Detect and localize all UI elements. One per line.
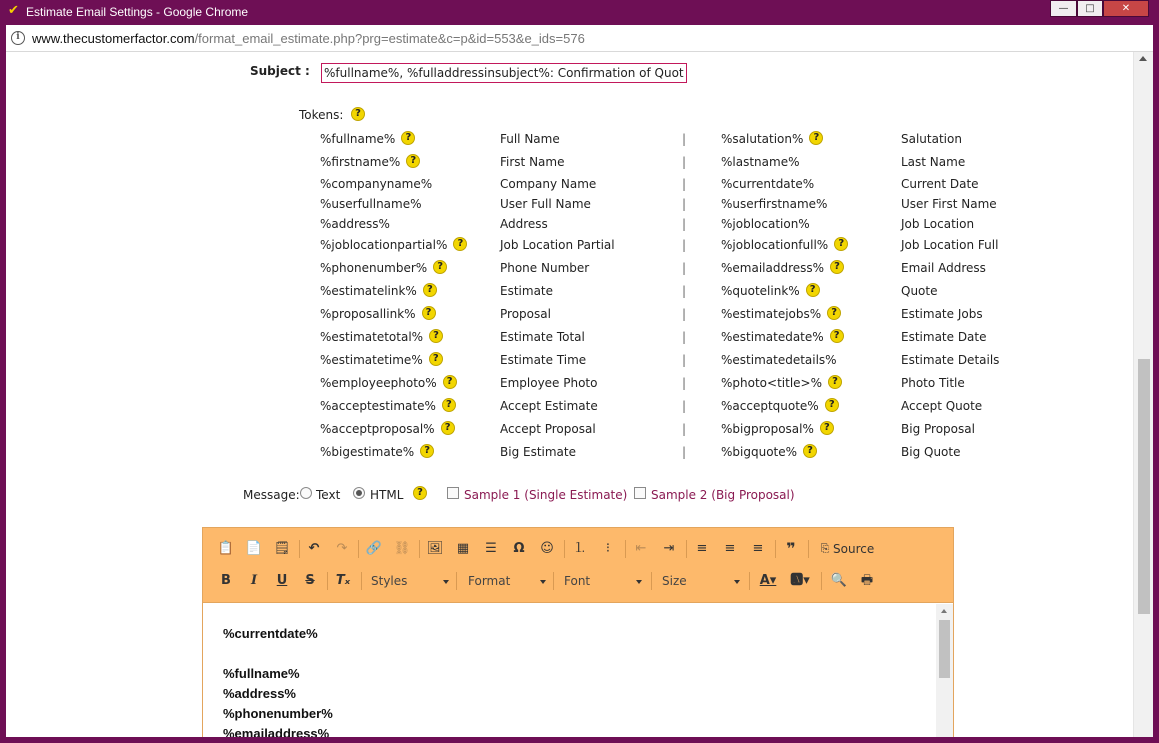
token-code: %bigquote% — [721, 445, 798, 459]
help-icon[interactable]: ? — [429, 352, 443, 366]
token-code-cell — [320, 376, 457, 390]
token-description-cell — [901, 330, 987, 344]
token-code: %fullname% — [320, 132, 396, 146]
editor-content[interactable] — [203, 604, 935, 737]
strikethrough-icon[interactable]: S — [305, 573, 315, 588]
bold-icon[interactable]: B — [221, 573, 231, 588]
token-separator-cell — [682, 445, 686, 459]
token-code-cell — [721, 422, 834, 436]
token-row — [6, 197, 1006, 217]
toolbar-separator — [456, 572, 457, 590]
page-scrollbar[interactable] — [1133, 52, 1153, 737]
token-description: Estimate — [500, 284, 554, 298]
token-separator: | — [682, 177, 687, 191]
token-code-cell — [721, 238, 848, 252]
token-code: %joblocation% — [721, 217, 810, 231]
help-icon[interactable]: ? — [442, 398, 456, 412]
link-icon[interactable]: 🔗 — [365, 541, 383, 556]
undo-icon[interactable]: ↶ — [308, 541, 320, 556]
sample-2-link[interactable]: Sample 2 (Big Proposal) — [651, 488, 795, 502]
source-button[interactable]: Source — [833, 542, 875, 556]
token-separator-cell — [682, 307, 686, 321]
token-description: Accept Quote — [901, 399, 983, 413]
subject-label: Subject : — [250, 64, 310, 78]
token-code-cell — [320, 197, 422, 211]
help-icon[interactable]: ? — [809, 131, 823, 145]
token-separator: | — [682, 376, 687, 390]
font-label: Font — [564, 574, 591, 588]
token-description-cell — [901, 177, 979, 191]
token-separator-cell — [682, 238, 686, 252]
toolbar-separator — [821, 572, 822, 590]
token-description: Estimate Time — [500, 353, 587, 367]
token-row — [6, 284, 1006, 304]
token-row — [6, 422, 1006, 442]
token-separator-cell — [682, 330, 686, 344]
token-description-cell — [901, 197, 997, 211]
subject-input[interactable] — [321, 63, 687, 83]
token-code-cell — [320, 330, 443, 344]
token-code: %lastname% — [721, 155, 800, 169]
size-dropdown[interactable] — [662, 570, 740, 592]
token-separator-cell — [682, 155, 686, 169]
help-icon[interactable]: ? — [443, 375, 457, 389]
token-description-cell — [500, 197, 591, 211]
help-icon[interactable]: ? — [423, 283, 437, 297]
token-row — [6, 399, 1006, 419]
chevron-down-icon — [540, 580, 546, 584]
token-separator: | — [682, 197, 687, 211]
token-description-cell — [901, 132, 962, 146]
token-code-cell — [320, 132, 415, 146]
token-code: %joblocationfull% — [721, 238, 829, 252]
page-content — [6, 52, 1133, 737]
address-bar[interactable] — [6, 25, 1153, 52]
message-text-radio[interactable] — [300, 487, 312, 499]
help-icon[interactable]: ? — [406, 154, 420, 168]
paste-text-icon[interactable]: 📄 — [245, 541, 263, 556]
chevron-down-icon — [636, 580, 642, 584]
token-description-cell — [500, 155, 564, 169]
token-description-cell — [500, 177, 596, 191]
help-icon[interactable]: ? — [453, 237, 467, 251]
token-description-cell — [901, 284, 937, 298]
special-char-icon[interactable]: Ω — [513, 541, 525, 556]
toolbar-separator — [327, 572, 328, 590]
token-separator-cell — [682, 353, 686, 367]
token-code: %estimatedate% — [721, 330, 824, 344]
token-description: Job Location — [901, 217, 975, 231]
toolbar-separator — [808, 540, 809, 558]
styles-label: Styles — [371, 574, 408, 588]
token-description-cell — [901, 261, 986, 275]
help-icon[interactable]: ? — [422, 306, 436, 320]
token-code-cell — [721, 197, 827, 211]
token-description: Job Location Partial — [500, 238, 615, 252]
token-description: Accept Estimate — [500, 399, 598, 413]
token-code-cell — [320, 445, 434, 459]
toolbar-separator — [651, 572, 652, 590]
blockquote-icon[interactable]: ❞ — [786, 539, 796, 558]
token-code-cell — [320, 353, 443, 367]
token-description: Email Address — [901, 261, 986, 275]
token-separator-cell — [682, 197, 686, 211]
url-path: /format_email_estimate.php?prg=estimate&c=p&id=553&e_ids=576 — [194, 31, 585, 46]
token-code-cell — [320, 177, 432, 191]
token-row — [6, 445, 1006, 465]
font-dropdown[interactable] — [564, 570, 642, 592]
token-row — [6, 238, 1006, 258]
token-code-cell — [721, 445, 817, 459]
toolbar-separator — [361, 572, 362, 590]
token-code-cell — [320, 238, 467, 252]
token-code: %emailaddress% — [721, 261, 825, 275]
token-code-cell — [721, 399, 839, 413]
help-icon[interactable]: ? — [429, 329, 443, 343]
token-description-cell — [500, 422, 596, 436]
token-separator: | — [682, 261, 687, 275]
token-description-cell — [500, 307, 551, 321]
token-separator: | — [682, 422, 687, 436]
token-description-cell — [500, 376, 597, 390]
paste-word-icon[interactable]: 🗒 — [273, 541, 291, 556]
token-code-cell — [721, 217, 810, 231]
horizontal-line-icon[interactable]: ☰ — [485, 541, 497, 556]
message-label: Message: — [243, 488, 300, 502]
token-separator-cell — [682, 261, 686, 275]
toolbar-separator — [625, 540, 626, 558]
text-color-icon[interactable]: A▾ — [759, 573, 777, 588]
token-description: Company Name — [500, 177, 597, 191]
token-separator-cell — [682, 376, 686, 390]
align-right-icon[interactable]: ≡ — [752, 541, 764, 556]
token-description: Full Name — [500, 132, 560, 146]
browser-window — [6, 0, 1153, 737]
token-description: Estimate Date — [901, 330, 987, 344]
token-code-cell — [721, 376, 842, 390]
token-row — [6, 217, 1006, 237]
help-icon[interactable]: ? — [803, 444, 817, 458]
token-code: %quotelink% — [721, 284, 800, 298]
token-separator: | — [682, 238, 687, 252]
chevron-down-icon — [443, 580, 449, 584]
chevron-down-icon — [734, 580, 740, 584]
token-description-cell — [901, 217, 974, 231]
help-icon[interactable]: ? — [806, 283, 820, 297]
align-left-icon[interactable]: ≡ — [696, 541, 708, 556]
help-icon[interactable]: ? — [828, 375, 842, 389]
token-description: Photo Title — [901, 376, 965, 390]
token-description-cell — [500, 217, 548, 231]
token-code: %estimatetime% — [320, 353, 423, 367]
editor-line: %currentdate% — [223, 626, 318, 641]
token-code: %estimatedetails% — [721, 353, 837, 367]
token-description-cell — [500, 445, 576, 459]
title-bar — [6, 0, 1153, 25]
token-description-cell — [500, 330, 585, 344]
token-description-cell — [500, 353, 586, 367]
token-code: %estimatetotal% — [320, 330, 424, 344]
format-dropdown[interactable] — [468, 570, 546, 592]
scroll-thumb[interactable] — [939, 620, 950, 678]
token-code: %photo<title>% — [721, 376, 822, 390]
token-code: %estimatelink% — [320, 284, 417, 298]
token-code-cell — [320, 284, 437, 298]
scroll-thumb[interactable] — [1138, 359, 1150, 614]
token-separator: | — [682, 217, 687, 231]
sample-2-checkbox[interactable] — [634, 487, 646, 499]
token-row — [6, 132, 1006, 152]
toolbar-separator — [299, 540, 300, 558]
token-description-cell — [901, 422, 975, 436]
token-description-cell — [901, 353, 999, 367]
help-icon[interactable]: ? — [401, 131, 415, 145]
preview-icon[interactable]: 🔍 — [830, 573, 848, 588]
token-separator: | — [682, 155, 687, 169]
tokens-label: Tokens: — [299, 108, 344, 122]
token-code: %acceptproposal% — [320, 422, 435, 436]
help-icon[interactable]: ? — [820, 421, 834, 435]
token-separator: | — [682, 353, 687, 367]
remove-format-icon[interactable]: Tₓ — [335, 573, 351, 588]
token-code: %bigproposal% — [721, 422, 814, 436]
token-code: %bigestimate% — [320, 445, 415, 459]
token-code: %employeephoto% — [320, 376, 437, 390]
token-separator: | — [682, 284, 687, 298]
url-host: www.thecustomerfactor.com — [32, 31, 195, 46]
token-description: User Full Name — [500, 197, 591, 211]
underline-icon[interactable]: U — [276, 573, 288, 588]
token-code-cell — [320, 422, 455, 436]
unlink-icon[interactable]: ⛓ — [393, 541, 411, 556]
message-text-label: Text — [316, 488, 341, 502]
token-code-cell — [721, 155, 799, 169]
site-info-icon[interactable]: i — [11, 31, 25, 45]
token-code-cell — [721, 177, 814, 191]
help-icon[interactable]: ? — [441, 421, 455, 435]
token-description-cell — [500, 399, 598, 413]
token-separator-cell — [682, 399, 686, 413]
sample-1-checkbox[interactable] — [447, 487, 459, 499]
token-description: User First Name — [901, 197, 997, 211]
paste-icon[interactable]: 📋 — [217, 541, 235, 556]
scroll-up-icon[interactable] — [1139, 56, 1147, 61]
token-description: Big Estimate — [500, 445, 577, 459]
increase-indent-icon[interactable]: ⇥ — [663, 541, 675, 556]
table-icon[interactable]: ▦ — [456, 541, 470, 556]
italic-icon[interactable]: I — [250, 573, 258, 588]
token-description: Salutation — [901, 132, 962, 146]
token-description: Proposal — [500, 307, 551, 321]
token-code: %salutation% — [721, 132, 804, 146]
token-description: Last Name — [901, 155, 966, 169]
format-label: Format — [468, 574, 511, 588]
redo-icon[interactable]: ↷ — [336, 541, 348, 556]
token-code-cell — [320, 261, 447, 275]
token-description: Big Quote — [901, 445, 961, 459]
message-row — [6, 486, 906, 506]
token-separator-cell — [682, 177, 686, 191]
token-description-cell — [500, 261, 589, 275]
background-color-icon[interactable]: 🅰▾ — [790, 573, 810, 588]
close-button[interactable]: ✕ — [1103, 0, 1149, 17]
message-html-label: HTML — [370, 488, 404, 502]
token-code: %acceptestimate% — [320, 399, 436, 413]
token-row — [6, 353, 1006, 373]
toolbar-separator — [775, 540, 776, 558]
styles-dropdown[interactable] — [371, 570, 449, 592]
token-code-cell — [320, 217, 390, 231]
toolbar-separator — [358, 540, 359, 558]
token-code-cell — [721, 330, 844, 344]
token-description-cell — [901, 307, 983, 321]
token-code: %proposallink% — [320, 307, 416, 321]
favicon-checkmark-icon: ✔ — [8, 3, 19, 18]
token-description-cell — [500, 284, 553, 298]
minimize-button[interactable]: — — [1050, 0, 1077, 17]
token-description: Estimate Jobs — [901, 307, 983, 321]
align-center-icon[interactable]: ≡ — [724, 541, 736, 556]
token-separator-cell — [682, 422, 686, 436]
token-code-cell — [721, 261, 844, 275]
token-description-cell — [500, 238, 615, 252]
token-code: %joblocationpartial% — [320, 238, 448, 252]
token-description-cell — [901, 445, 960, 459]
smiley-icon[interactable]: ☺ — [540, 541, 554, 556]
scroll-up-icon[interactable] — [941, 609, 947, 613]
token-row — [6, 177, 1006, 197]
window-title: Estimate Email Settings - Google Chrome — [26, 5, 249, 19]
token-description: First Name — [500, 155, 565, 169]
token-description: Job Location Full — [901, 238, 999, 252]
rich-text-editor — [202, 527, 954, 737]
token-separator: | — [682, 330, 687, 344]
help-icon[interactable]: ? — [433, 260, 447, 274]
token-description-cell — [901, 155, 965, 169]
token-description-cell — [901, 376, 965, 390]
token-code-cell — [721, 284, 820, 298]
token-description: Estimate Details — [901, 353, 1000, 367]
token-description-cell — [500, 132, 560, 146]
tokens-help-icon[interactable]: ? — [351, 107, 365, 121]
source-icon[interactable]: ⎘ — [820, 542, 830, 555]
token-code: %userfullname% — [320, 197, 422, 211]
toolbar-separator — [564, 540, 565, 558]
message-help-icon[interactable]: ? — [413, 486, 427, 500]
token-description-cell — [901, 399, 982, 413]
token-description: Estimate Total — [500, 330, 585, 344]
token-code-cell — [320, 399, 456, 413]
token-description-cell — [901, 238, 998, 252]
token-description: Phone Number — [500, 261, 590, 275]
token-code: %currentdate% — [721, 177, 815, 191]
token-code: %estimatejobs% — [721, 307, 822, 321]
numbered-list-icon[interactable]: ⒈ — [573, 541, 587, 556]
editor-line: %fullname% — [223, 666, 300, 681]
token-description: Big Proposal — [901, 422, 975, 436]
token-code-cell — [320, 307, 436, 321]
token-description: Employee Photo — [500, 376, 598, 390]
editor-line — [223, 644, 915, 664]
token-code-cell — [721, 353, 837, 367]
token-separator: | — [682, 445, 687, 459]
token-row — [6, 307, 1006, 327]
editor-toolbar — [203, 528, 953, 603]
token-separator: | — [682, 307, 687, 321]
message-html-radio[interactable] — [353, 487, 365, 499]
token-code: %userfirstname% — [721, 197, 828, 211]
token-description: Quote — [901, 284, 938, 298]
editor-line: %emailaddress% — [223, 726, 330, 737]
token-code: %phonenumber% — [320, 261, 428, 275]
toolbar-separator — [553, 572, 554, 590]
sample-1-link[interactable]: Sample 1 (Single Estimate) — [464, 488, 628, 502]
token-description: Accept Proposal — [500, 422, 596, 436]
token-separator-cell — [682, 217, 686, 231]
token-row — [6, 155, 1006, 175]
token-code: %acceptquote% — [721, 399, 819, 413]
help-icon[interactable]: ? — [834, 237, 848, 251]
help-icon[interactable]: ? — [827, 306, 841, 320]
print-icon[interactable]: 🖶 — [860, 573, 874, 588]
token-separator-cell — [682, 132, 686, 146]
token-separator-cell — [682, 284, 686, 298]
url-text[interactable] — [32, 31, 585, 46]
toolbar-separator — [419, 540, 420, 558]
help-icon[interactable]: ? — [830, 329, 844, 343]
image-icon[interactable]: 🖼 — [426, 541, 444, 556]
token-row — [6, 261, 1006, 281]
editor-line: %phonenumber% — [223, 706, 333, 721]
token-row — [6, 376, 1006, 396]
help-icon[interactable]: ? — [830, 260, 844, 274]
editor-scrollbar[interactable] — [936, 604, 953, 737]
toolbar-separator — [749, 572, 750, 590]
token-row — [6, 330, 1006, 350]
help-icon[interactable]: ? — [825, 398, 839, 412]
token-code: %firstname% — [320, 155, 401, 169]
decrease-indent-icon[interactable]: ⇤ — [635, 541, 647, 556]
token-separator: | — [682, 132, 687, 146]
token-code-cell — [320, 155, 420, 169]
token-description: Address — [500, 217, 548, 231]
size-label: Size — [662, 574, 687, 588]
token-code-cell — [721, 307, 841, 321]
token-code: %address% — [320, 217, 390, 231]
token-separator: | — [682, 399, 687, 413]
token-description: Current Date — [901, 177, 979, 191]
editor-line: %address% — [223, 686, 296, 701]
toolbar-separator — [686, 540, 687, 558]
maximize-button[interactable]: □ — [1077, 0, 1103, 17]
token-code: %companyname% — [320, 177, 433, 191]
bulleted-list-icon[interactable]: ⁝ — [605, 541, 611, 556]
help-icon[interactable]: ? — [420, 444, 434, 458]
window-controls — [1050, 0, 1149, 18]
token-code-cell — [721, 132, 823, 146]
